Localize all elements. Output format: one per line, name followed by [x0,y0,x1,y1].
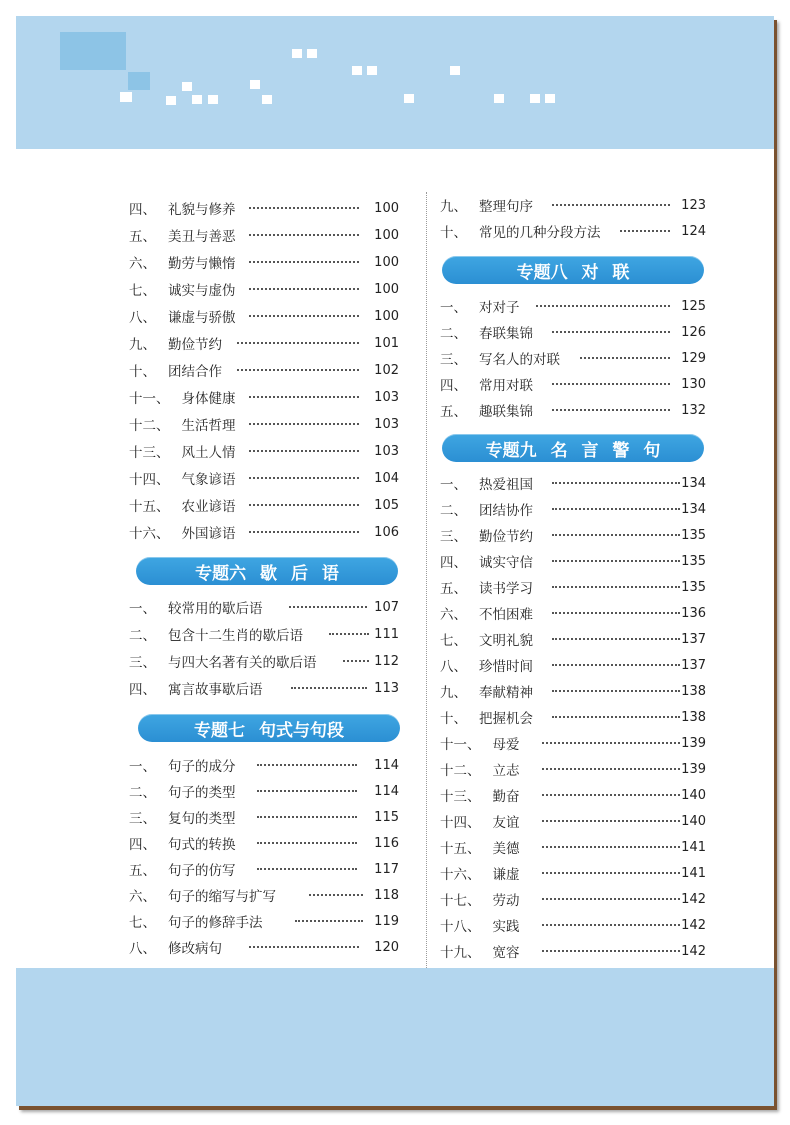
leader-dots [542,868,680,874]
entry-page: 135 [681,579,706,595]
leader-dots [542,894,680,900]
leader-dots [249,257,359,263]
entry-number: 四、 [129,202,156,218]
toc-entry[interactable] [129,386,399,408]
entry-title: 勤俭节约 [479,529,533,545]
entry-title: 珍惜时间 [479,659,533,675]
toc-entry[interactable] [129,305,399,327]
entry-number: 十一、 [129,391,170,407]
entry-number: 七、 [440,633,467,649]
decor-square [494,94,504,103]
toc-entry[interactable] [440,220,706,242]
entry-number: 一、 [129,601,156,617]
leader-dots [552,478,680,484]
entry-title: 农业谚语 [181,499,236,515]
entry-page: 139 [681,761,706,777]
entry-title: 春联集锦 [479,326,533,342]
entry-page: 120 [374,939,399,955]
entry-number: 九、 [440,199,467,215]
leader-dots [249,230,359,236]
entry-page: 126 [681,324,706,340]
entry-title: 修改病句 [168,941,222,957]
toc-entry[interactable] [129,596,399,618]
decor-square [307,49,317,58]
entry-title: 生活哲理 [181,418,236,434]
decor-square [367,66,377,75]
top-decorative-band [16,16,774,149]
toc-entry[interactable] [440,784,706,806]
toc-entry[interactable] [440,680,706,702]
entry-title: 礼貌与修养 [168,202,236,218]
entry-number: 一、 [129,759,156,775]
toc-entry[interactable] [129,806,399,828]
entry-title: 勤劳与懒惰 [168,256,236,272]
decor-square [182,82,192,91]
toc-entry[interactable] [440,295,706,317]
entry-title: 句子的类型 [168,785,236,801]
entry-number: 三、 [129,811,156,827]
entry-number: 九、 [440,685,467,701]
entry-number: 十四、 [440,815,481,831]
entry-page: 137 [681,657,706,673]
entry-page: 105 [374,497,399,513]
entry-title: 句子的仿写 [168,863,236,879]
toc-entry[interactable] [129,780,399,802]
entry-page: 140 [681,787,706,803]
entry-number: 二、 [440,503,467,519]
entry-page: 117 [374,861,399,877]
toc-entry[interactable] [129,332,399,354]
decor-square [292,49,302,58]
entry-number: 十七、 [440,893,481,909]
leader-dots [295,916,363,922]
entry-title: 复句的类型 [168,811,236,827]
entry-title: 谦虚 [492,867,520,883]
toc-entry[interactable] [129,936,399,958]
entry-title: 文明礼貌 [479,633,533,649]
leader-dots [249,311,359,317]
toc-entry[interactable] [440,373,706,395]
leader-dots [249,527,359,533]
entry-page: 103 [374,389,399,405]
entry-page: 119 [374,913,399,929]
entry-title: 立志 [492,763,520,779]
entry-number: 三、 [129,655,156,671]
entry-page: 134 [681,475,706,491]
toc-entry[interactable] [440,347,706,369]
entry-page: 114 [374,783,399,799]
toc-entry[interactable] [440,194,706,216]
entry-page: 113 [374,680,399,696]
toc-entry[interactable] [129,650,399,672]
decor-square [250,80,260,89]
entry-number: 八、 [129,941,156,957]
decor-square [545,94,555,103]
entry-number: 十八、 [440,919,481,935]
entry-page: 140 [681,813,706,829]
entry-number: 三、 [440,352,467,368]
leader-dots [249,942,359,948]
toc-entry[interactable] [440,810,706,832]
leader-dots [257,786,357,792]
toc-entry[interactable] [440,862,706,884]
section-heading-7: 专题七 句式与句段 [138,714,400,742]
entry-number: 四、 [440,378,467,394]
entry-title: 热爱祖国 [479,477,533,493]
entry-page: 100 [374,200,399,216]
leader-dots [249,473,359,479]
entry-number: 十、 [440,225,467,241]
toc-entry[interactable] [440,888,706,910]
toc-entry[interactable] [440,321,706,343]
toc-entry[interactable] [129,413,399,435]
entry-number: 十、 [440,711,467,727]
entry-page: 114 [374,757,399,773]
entry-page: 139 [681,735,706,751]
entry-title: 外国谚语 [181,526,236,542]
leader-dots [249,500,359,506]
entry-number: 八、 [129,310,156,326]
entry-number: 十、 [129,364,156,380]
entry-number: 十一、 [440,737,481,753]
decor-square [208,95,218,104]
entry-page: 112 [374,653,399,669]
entry-page: 142 [681,891,706,907]
entry-number: 二、 [129,628,156,644]
entry-title: 团结合作 [168,364,222,380]
entry-page: 103 [374,416,399,432]
leader-dots [257,760,357,766]
entry-page: 138 [681,709,706,725]
entry-title: 句子的缩写与扩写 [168,889,276,905]
leader-dots [552,200,670,206]
toc-entry[interactable] [440,498,706,520]
toc-entry[interactable] [440,472,706,494]
leader-dots [289,602,367,608]
entry-number: 二、 [129,785,156,801]
entry-title: 常用对联 [479,378,533,394]
decor-square [128,72,150,90]
leader-dots [249,203,359,209]
leader-dots [237,365,359,371]
entry-title: 风土人情 [181,445,236,461]
entry-title: 气象谚语 [181,472,236,488]
decor-square [120,92,132,102]
entry-title: 实践 [492,919,520,935]
toc-entry[interactable] [129,494,399,516]
entry-title: 把握机会 [479,711,533,727]
entry-page: 129 [681,350,706,366]
entry-title: 不怕困难 [479,607,533,623]
entry-page: 124 [681,223,706,239]
entry-page: 130 [681,376,706,392]
entry-title: 团结协作 [479,503,533,519]
entry-page: 141 [681,839,706,855]
leader-dots [552,405,670,411]
entry-page: 123 [681,197,706,213]
toc-entry[interactable] [129,623,399,645]
entry-title: 奉献精神 [479,685,533,701]
entry-number: 一、 [440,477,467,493]
entry-number: 十四、 [129,472,170,488]
leader-dots [552,634,680,640]
entry-number: 三、 [440,529,467,545]
entry-title: 谦虚与骄傲 [168,310,236,326]
toc-entry[interactable] [440,836,706,858]
toc-entry[interactable] [129,677,399,699]
toc-entry[interactable] [129,224,399,246]
leader-dots [542,738,680,744]
entry-title: 较常用的歇后语 [168,601,263,617]
toc-entry[interactable] [440,576,706,598]
entry-number: 十二、 [440,763,481,779]
toc-entry[interactable] [129,884,399,906]
entry-number: 十三、 [129,445,170,461]
decor-square [530,94,540,103]
leader-dots [309,890,363,896]
section-heading-6: 专题六 歇 后 语 [136,557,398,585]
decor-square [192,95,202,104]
leader-dots [237,338,359,344]
entry-number: 六、 [440,607,467,623]
entry-title: 包含十二生肖的歇后语 [168,628,303,644]
entry-title: 句式的转换 [168,837,236,853]
entry-title: 宽容 [492,945,520,961]
leader-dots [249,392,359,398]
entry-page: 104 [374,470,399,486]
entry-title: 趣联集锦 [479,404,533,420]
entry-number: 九、 [129,337,156,353]
toc-entry[interactable] [129,278,399,300]
entry-title: 母爱 [492,737,520,753]
entry-number: 二、 [440,326,467,342]
leader-dots [542,842,680,848]
entry-title: 勤奋 [492,789,520,805]
leader-dots [580,353,670,359]
toc-entry[interactable] [440,758,706,780]
toc-entry[interactable] [129,440,399,462]
entry-page: 100 [374,254,399,270]
entry-page: 135 [681,553,706,569]
column-divider [426,192,427,980]
toc-entry[interactable] [440,706,706,728]
toc-entry[interactable] [129,754,399,776]
entry-number: 七、 [129,283,156,299]
entry-title: 整理句序 [479,199,533,215]
entry-number: 四、 [129,682,156,698]
entry-title: 劳动 [492,893,520,909]
decor-square [404,94,414,103]
entry-page: 107 [374,599,399,615]
entry-number: 七、 [129,915,156,931]
entry-page: 137 [681,631,706,647]
entry-title: 美丑与善恶 [168,229,236,245]
entry-title: 写名人的对联 [479,352,560,368]
leader-dots [552,504,680,510]
toc-entry[interactable] [129,910,399,932]
bottom-decorative-band [16,968,774,1106]
leader-dots [257,864,357,870]
leader-dots [552,530,680,536]
entry-page: 103 [374,443,399,459]
leader-dots [542,816,680,822]
entry-page: 100 [374,227,399,243]
decor-square [450,66,460,75]
leader-dots [536,301,670,307]
entry-title: 对对子 [479,300,520,316]
toc-entry[interactable] [129,521,399,543]
entry-number: 十六、 [440,867,481,883]
toc-entry[interactable] [440,654,706,676]
entry-page: 125 [681,298,706,314]
leader-dots [552,327,670,333]
leader-dots [552,712,680,718]
entry-title: 友谊 [492,815,520,831]
leader-dots [249,419,359,425]
entry-title: 常见的几种分段方法 [479,225,601,241]
entry-page: 100 [374,308,399,324]
leader-dots [552,556,680,562]
entry-page: 116 [374,835,399,851]
entry-page: 106 [374,524,399,540]
entry-page: 138 [681,683,706,699]
toc-entry[interactable] [440,732,706,754]
entry-number: 八、 [440,659,467,675]
entry-title: 美德 [492,841,520,857]
leader-dots [249,284,359,290]
leader-dots [542,790,680,796]
leader-dots [329,629,369,635]
toc-entry[interactable] [440,628,706,650]
entry-number: 十二、 [129,418,170,434]
entry-page: 118 [374,887,399,903]
entry-number: 十五、 [129,499,170,515]
entry-page: 101 [374,335,399,351]
document-page [16,16,774,1106]
toc-entry[interactable] [440,550,706,572]
toc-entry[interactable] [129,858,399,880]
entry-number: 十三、 [440,789,481,805]
entry-page: 142 [681,943,706,959]
entry-page: 141 [681,865,706,881]
leader-dots [343,656,369,662]
decor-square [60,32,126,70]
entry-title: 与四大名著有关的歇后语 [168,655,317,671]
entry-number: 五、 [129,229,156,245]
entry-number: 十九、 [440,945,481,961]
leader-dots [257,838,357,844]
entry-page: 132 [681,402,706,418]
leader-dots [620,226,670,232]
entry-title: 句子的成分 [168,759,236,775]
toc-entry[interactable] [440,524,706,546]
toc-entry[interactable] [440,602,706,624]
entry-number: 五、 [440,404,467,420]
leader-dots [257,812,357,818]
leader-dots [542,946,680,952]
entry-page: 135 [681,527,706,543]
toc-entry[interactable] [129,832,399,854]
toc-entry[interactable] [440,940,706,962]
entry-title: 诚实守信 [479,555,533,571]
leader-dots [552,686,680,692]
entry-page: 111 [374,626,399,642]
entry-number: 六、 [129,256,156,272]
entry-number: 六、 [129,889,156,905]
entry-page: 102 [374,362,399,378]
entry-number: 五、 [440,581,467,597]
entry-number: 四、 [129,837,156,853]
entry-page: 100 [374,281,399,297]
toc-entry[interactable] [129,467,399,489]
entry-title: 勤俭节约 [168,337,222,353]
entry-title: 读书学习 [479,581,533,597]
entry-number: 十五、 [440,841,481,857]
entry-number: 五、 [129,863,156,879]
leader-dots [249,446,359,452]
toc-entry[interactable] [440,399,706,421]
decor-square [262,95,272,104]
entry-number: 四、 [440,555,467,571]
toc-entry[interactable] [440,914,706,936]
leader-dots [542,920,680,926]
entry-title: 寓言故事歇后语 [168,682,263,698]
section-heading-9: 专题九 名 言 警 句 [442,434,704,462]
leader-dots [552,608,680,614]
leader-dots [542,764,680,770]
entry-page: 142 [681,917,706,933]
entry-title: 句子的修辞手法 [168,915,263,931]
entry-title: 诚实与虚伪 [168,283,236,299]
entry-page: 115 [374,809,399,825]
entry-number: 一、 [440,300,467,316]
entry-page: 134 [681,501,706,517]
entry-title: 身体健康 [181,391,236,407]
toc-entry[interactable] [129,197,399,219]
section-heading-8: 专题八 对 联 [442,256,704,284]
leader-dots [552,379,670,385]
decor-square [166,96,176,105]
leader-dots [291,683,367,689]
entry-page: 136 [681,605,706,621]
leader-dots [552,660,680,666]
entry-number: 十六、 [129,526,170,542]
decor-square [352,66,362,75]
toc-entry[interactable] [129,251,399,273]
toc-entry[interactable] [129,359,399,381]
leader-dots [552,582,680,588]
